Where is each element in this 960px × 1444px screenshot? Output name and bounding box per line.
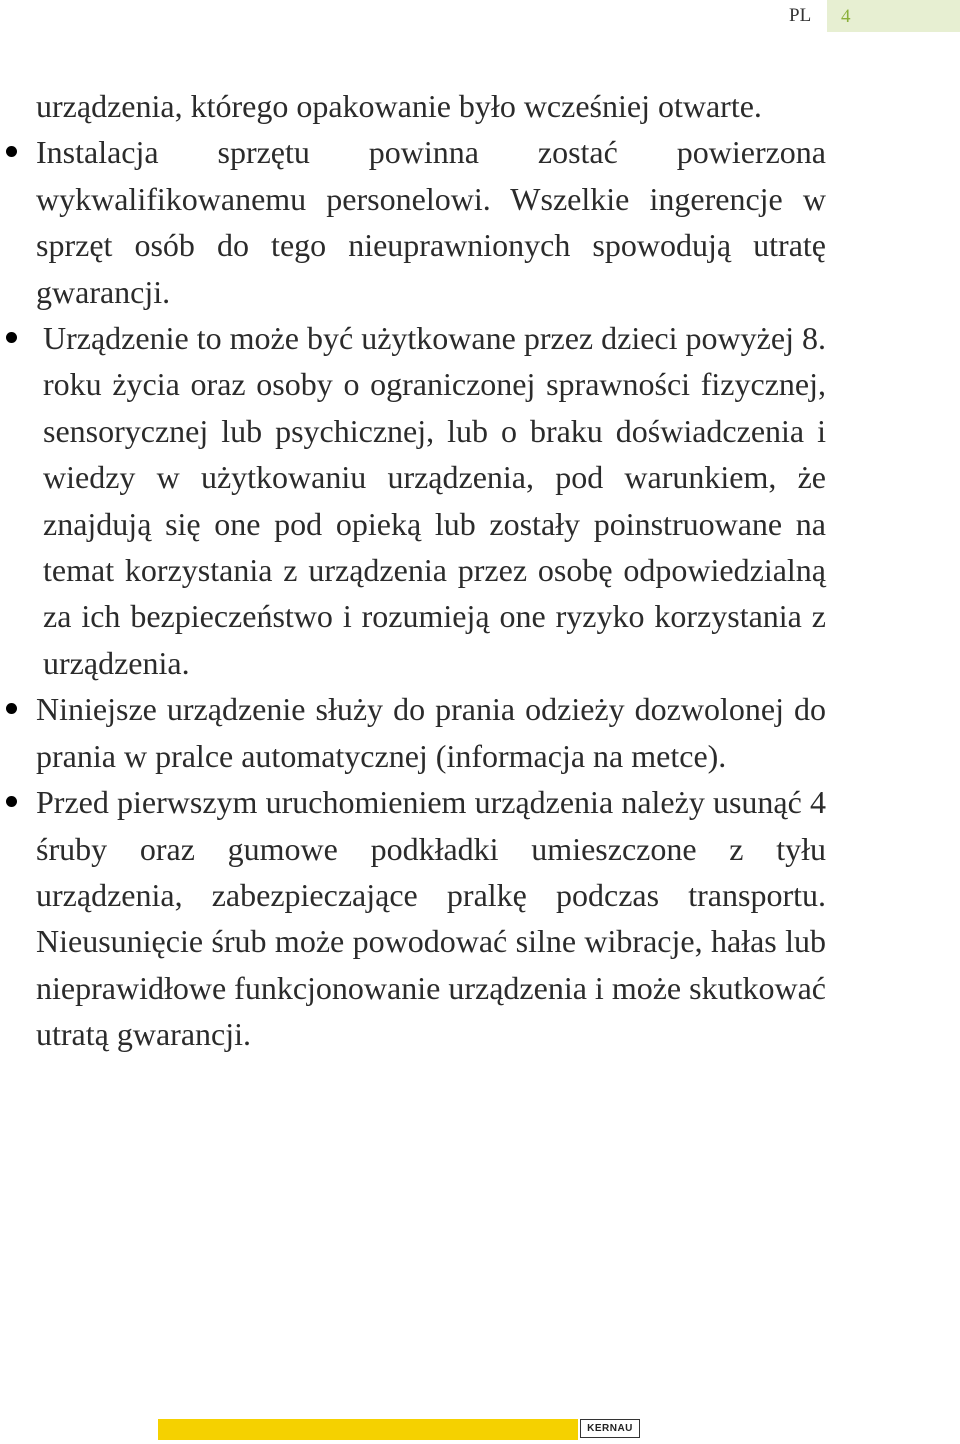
bullet-icon [6,703,17,714]
document-body [36,83,826,1058]
bullet-icon [6,332,17,343]
footer-color-bar [158,1419,578,1440]
bullet-text: Instalacja sprzętu powinna zostać powierzona wykwalifikowanemu personelowi. Wszelkie ingerencje w sprzęt osób do tego nieuprawnionych spowodują utratę gwarancji. [36,134,826,310]
intro-paragraph: urządzenia, którego opakowanie było wcześniej otwarte. [36,88,762,124]
bullet-text: Przed pierwszym uruchomieniem urządzenia należy usunąć 4 śruby oraz gumowe podkładki umieszczone z tyłu urządzenia, zabezpieczające pralkę podczas transportu. Nieusunięcie śrub może powodować silne wibracje, hałas lub nieprawidłowe funkcjonowanie urządzenia i może skutkować utratą gwarancji. [36,784,826,1053]
bullet-list [36,129,826,1057]
language-code: PL [789,5,812,26]
bullet-text: Niniejsze urządzenie służy do prania odzieży dozwolonej do prania w pralce automatycznej (informacja na metce). [36,691,826,774]
bullet-text: Urządzenie to może być użytkowane przez dzieci powyżej 8. roku życia oraz osoby o ograniczonej sprawności fizycznej, sensorycznej lub psychicznej, lub o braku doświadczenia i wiedzy w użytkowaniu urządzenia, pod warunkiem, że znajdują się one pod opieką lub zostały poinstruowane na temat korzystania z urządzenia przez osobę odpowiedzialną za ich bezpieczeństwo i rozumieją one ryzyko korzystania z urządzenia. [43,320,826,681]
brand-logo-text: KERNAU [587,1423,633,1434]
brand-logo [580,1419,640,1438]
page-number-box [827,0,960,32]
bullet-item-washing-purpose [36,686,826,779]
bullet-item-transport-bolts [36,779,826,1057]
bullet-item-installation [36,129,826,315]
bullet-icon [6,146,17,157]
bullet-item-children-use [36,315,826,686]
bullet-icon [6,796,17,807]
page-number: 4 [841,6,851,27]
